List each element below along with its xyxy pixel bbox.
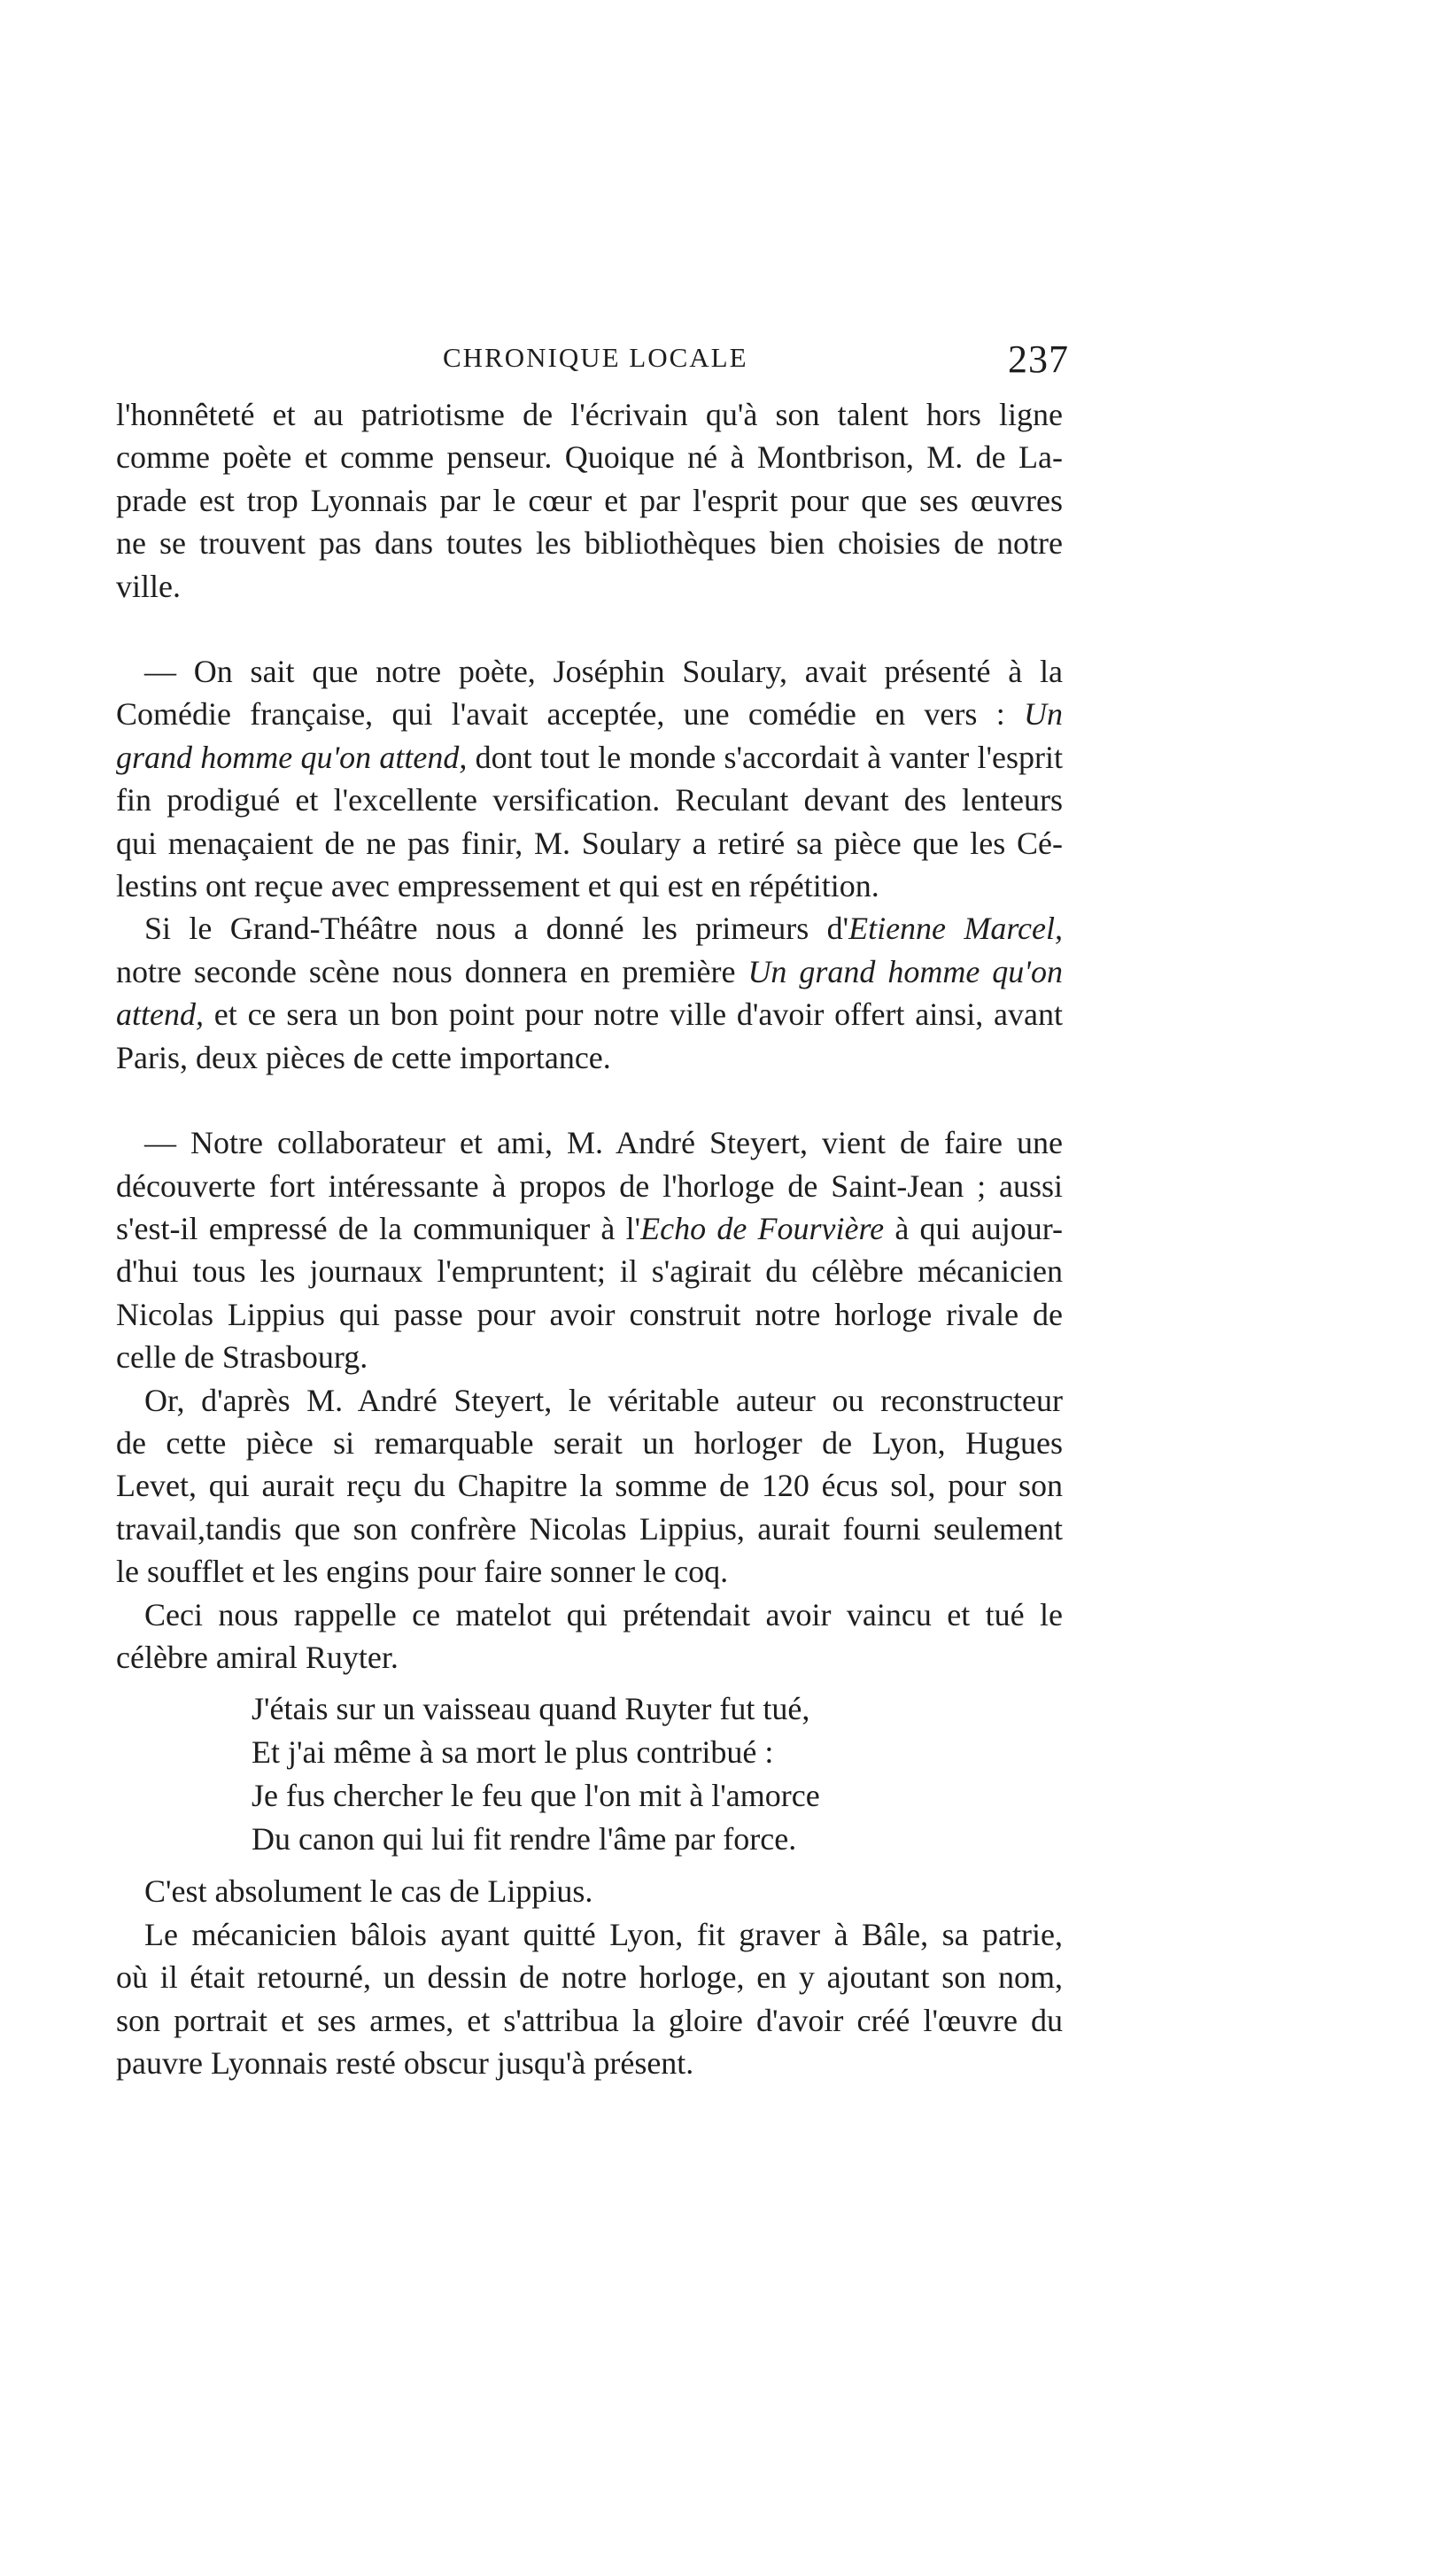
text-line: attend, et ce sera un bon point pour notre ville d'avoir offert ainsi, avant [116, 997, 1063, 1033]
verse-line: Et j'ai même à sa mort le plus contribué : [252, 1734, 774, 1771]
page-number: 237 [1008, 337, 1069, 381]
text-line: Le mécanicien bâlois ayant quitté Lyon, fit graver à Bâle, sa patrie, [144, 1916, 1063, 1952]
text-line: ville. [116, 568, 181, 604]
text-line: Comédie française, qui l'avait acceptée, une comédie en vers : Un [116, 696, 1063, 733]
paragraph-laprade [116, 393, 1063, 608]
text-line: célèbre amiral Ruyter. [116, 1639, 399, 1675]
text-line: Levet, qui aurait reçu du Chapitre la somme de 120 écus sol, pour son [116, 1468, 1063, 1504]
text-line: — Notre collaborateur et ami, M. André Steyert, vient de faire une [144, 1125, 1063, 1161]
text-line: Si le Grand-Théâtre nous a donné les primeurs d'Etienne Marcel, [144, 911, 1063, 947]
text-line: notre seconde scène nous donnera en première Un grand homme qu'on [116, 953, 1063, 989]
text-line: pauvre Lyonnais resté obscur jusqu'à présent. [116, 2045, 694, 2081]
verse-quote [116, 1687, 1063, 1861]
text-line: son portrait et ses armes, et s'attribua la gloire d'avoir créé l'œuvre du [116, 2002, 1063, 2038]
play-title: Etienne Marcel, [848, 911, 1063, 947]
text-line: Nicolas Lippius qui passe pour avoir construit notre horloge rivale de [116, 1296, 1063, 1332]
paragraph-basel [116, 1913, 1063, 2085]
text-line: découverte fort intéressante à propos de l'horloge de Saint-Jean ; aussi [116, 1167, 1063, 1204]
play-title: grand homme qu'on attend, [116, 739, 468, 775]
paragraph-steyert [116, 1121, 1063, 1378]
text-line: fin prodigué et l'excellente versification. Reculant devant des lenteurs [116, 782, 1063, 818]
text-line: d'hui tous les journaux l'empruntent; il s'agirait du célèbre mécanicien [116, 1253, 1063, 1290]
text-line: prade est trop Lyonnais par le cœur et par l'esprit pour que ses œuvres [116, 482, 1063, 518]
text-line: de cette pièce si remarquable serait un horloger de Lyon, Hugues [116, 1424, 1063, 1461]
play-title: Un [1024, 696, 1063, 733]
text-line: le soufflet et les engins pour faire sonner le coq. [116, 1554, 729, 1590]
text-line: — On sait que notre poète, Joséphin Soulary, avait présenté à la [144, 654, 1063, 690]
text-line: s'est-il empressé de la communiquer à l'Echo de Fourvière à qui aujour- [116, 1210, 1063, 1246]
text-line: C'est absolument le cas de Lippius. [144, 1873, 593, 1910]
text-line: où il était retourné, un dessin de notre horloge, en y ajoutant son nom, [116, 1959, 1063, 1996]
text-line: qui menaçaient de ne pas finir, M. Soulary a retiré sa pièce que les Cé- [116, 825, 1063, 861]
paragraph-soulary [116, 650, 1063, 907]
paragraph-lippius-case [116, 1870, 1063, 1912]
play-title: Un grand homme qu'on [747, 953, 1063, 989]
text-line: travail,tandis que son confrère Nicolas Lippius, aurait fourni seulement [116, 1510, 1063, 1547]
paragraph-levet [116, 1379, 1063, 1594]
text-line: l'honnêteté et au patriotisme de l'écrivain qu'à son talent hors ligne [116, 397, 1063, 432]
text-line: ne se trouvent pas dans toutes les bibliothèques bien choisies de notre [116, 525, 1063, 562]
body-text [116, 393, 1063, 2084]
section-gap [116, 1079, 1063, 1121]
text-line: comme poète et comme penseur. Quoique né à Montbrison, M. de La- [116, 439, 1063, 476]
text-line: Paris, deux pièces de cette importance. [116, 1039, 611, 1075]
text-line: celle de Strasbourg. [116, 1339, 368, 1376]
verse-line: Je fus chercher le feu que l'on mit à l'amorce [252, 1778, 820, 1814]
verse-line: Du canon qui lui fit rendre l'âme par force. [252, 1821, 797, 1857]
text-line: Or, d'après M. André Steyert, le véritable auteur ou reconstructeur [144, 1382, 1063, 1418]
running-title: CHRONIQUE LOCALE [443, 342, 748, 373]
page-header [0, 337, 1456, 386]
text-line: grand homme qu'on attend, dont tout le monde s'accordait à vanter l'esprit [116, 739, 1064, 775]
text-line: Ceci nous rappelle ce matelot qui prétendait avoir vaincu et tué le [144, 1596, 1063, 1632]
paragraph-ruyter [116, 1594, 1063, 1679]
paragraph-grand-theatre [116, 907, 1063, 1079]
text-line: lestins ont reçue avec empressement et qui est en répétition. [116, 868, 879, 904]
section-gap [116, 608, 1063, 650]
play-title: attend, [116, 997, 204, 1033]
verse-line: J'étais sur un vaisseau quand Ruyter fut tué, [252, 1691, 810, 1727]
journal-title: Echo de Fourvière [640, 1210, 885, 1246]
